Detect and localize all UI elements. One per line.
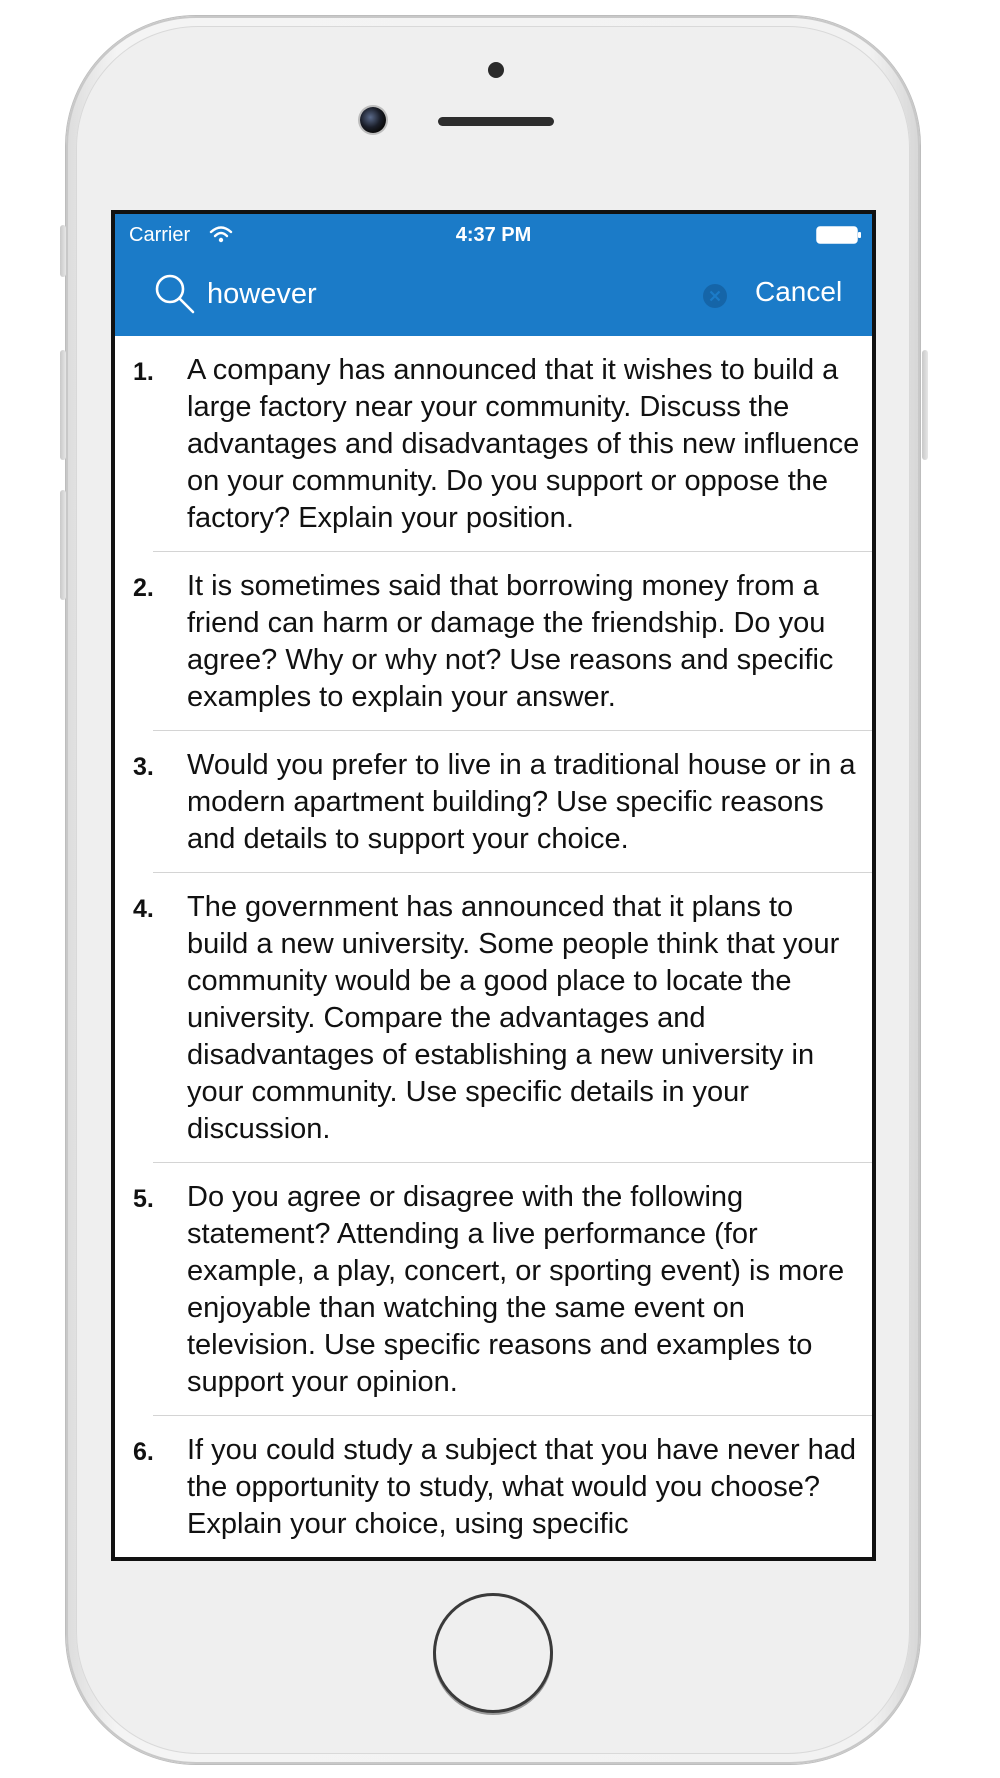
carrier-label: Carrier bbox=[129, 224, 191, 246]
battery-icon bbox=[816, 226, 862, 244]
power-button bbox=[922, 350, 928, 460]
item-text: Would you prefer to live in a traditional house or in a modern apartment building? Use specific reasons and details to support your choice. bbox=[187, 749, 856, 855]
item-text: The government has announced that it plans to build a new university. Some people think that your community would be a good place to locate the university. Compare the advantages and disadvantages of establishing a new university in your community. Use specific details in your discussion. bbox=[187, 891, 840, 1145]
list-item[interactable] bbox=[115, 1416, 872, 1557]
search-input[interactable] bbox=[207, 274, 637, 314]
search-results-list bbox=[115, 336, 872, 1557]
item-number: 6. bbox=[133, 1438, 154, 1466]
list-item[interactable] bbox=[115, 731, 872, 873]
item-number: 4. bbox=[133, 895, 154, 923]
item-text: A company has announced that it wishes to build a large factory near your community. Discuss the advantages and disadvantages of this new influence on your community. Do you support or oppose the factory? Explain your position. bbox=[187, 354, 860, 534]
mute-switch bbox=[60, 225, 66, 277]
volume-up-button bbox=[60, 350, 66, 460]
navigation-bar bbox=[115, 214, 872, 336]
item-number: 3. bbox=[133, 753, 154, 781]
status-time: 4:37 PM bbox=[455, 224, 532, 246]
item-text: Do you agree or disagree with the following statement? Attending a live performance (for example, a play, concert, or sporting event) is more enjoyable than watching the same event on television. Use specific reasons and examples to support your opinion. bbox=[187, 1181, 845, 1398]
item-number: 2. bbox=[133, 574, 154, 602]
list-item[interactable] bbox=[115, 873, 872, 1163]
home-button[interactable] bbox=[436, 1596, 550, 1710]
item-text: If you could study a subject that you have never had the opportunity to study, what would you choose? Explain your choice, using specific bbox=[187, 1434, 857, 1540]
list-item[interactable] bbox=[115, 1163, 872, 1416]
screen bbox=[111, 210, 876, 1561]
volume-down-button bbox=[60, 490, 66, 600]
list-item[interactable] bbox=[115, 552, 872, 731]
earpiece-speaker bbox=[438, 117, 554, 126]
search-icon bbox=[153, 272, 197, 316]
item-text: It is sometimes said that borrowing money from a friend can harm or damage the friendship. Do you agree? Why or why not? Use reasons and specific examples to explain your answer. bbox=[187, 570, 834, 713]
item-number: 1. bbox=[133, 358, 154, 386]
clear-icon[interactable] bbox=[702, 283, 728, 309]
item-number: 5. bbox=[133, 1185, 154, 1213]
front-camera-icon bbox=[360, 107, 386, 133]
cancel-button[interactable]: Cancel bbox=[755, 276, 843, 307]
status-bar bbox=[115, 214, 872, 254]
proximity-sensor bbox=[488, 62, 504, 78]
app-content bbox=[115, 214, 872, 1557]
list-item[interactable] bbox=[115, 336, 872, 552]
